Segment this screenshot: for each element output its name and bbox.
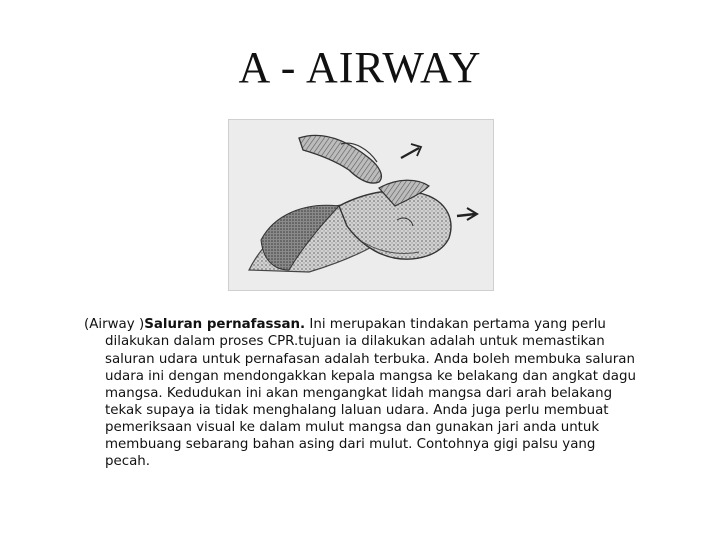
airway-illustration [228, 119, 494, 291]
airway-bold-term: Saluran pernafassan. [144, 317, 306, 333]
airway-prefix: (Airway ) [84, 317, 145, 333]
slide-title: A - AIRWAY [238, 43, 482, 92]
airway-body-text: Ini merupakan tindakan pertama yang perlu dilakukan dalam proses CPR.tujuan ia dilakukan adalah untuk memastikan saluran udara untuk pernafasan adalah terbuka. Anda boleh membuka saluran udara ini dengan mendongakkan kepala mangsa ke belakang dan angkat dagu mangsa. Kedudukan ini akan mengangkat lidah mangsa dari arah belakang tekak supaya ia tidak menghalang laluan udara. Anda juga perlu membuat pemeriksaan visual ke dalam mulut mangsa dan gunakan jari anda untuk membuang sebarang bahan asing dari mulut. Contohnya gigi palsu yang pecah. [105, 317, 636, 470]
airway-head-tilt-icon [229, 120, 494, 291]
airway-description [84, 316, 644, 470]
